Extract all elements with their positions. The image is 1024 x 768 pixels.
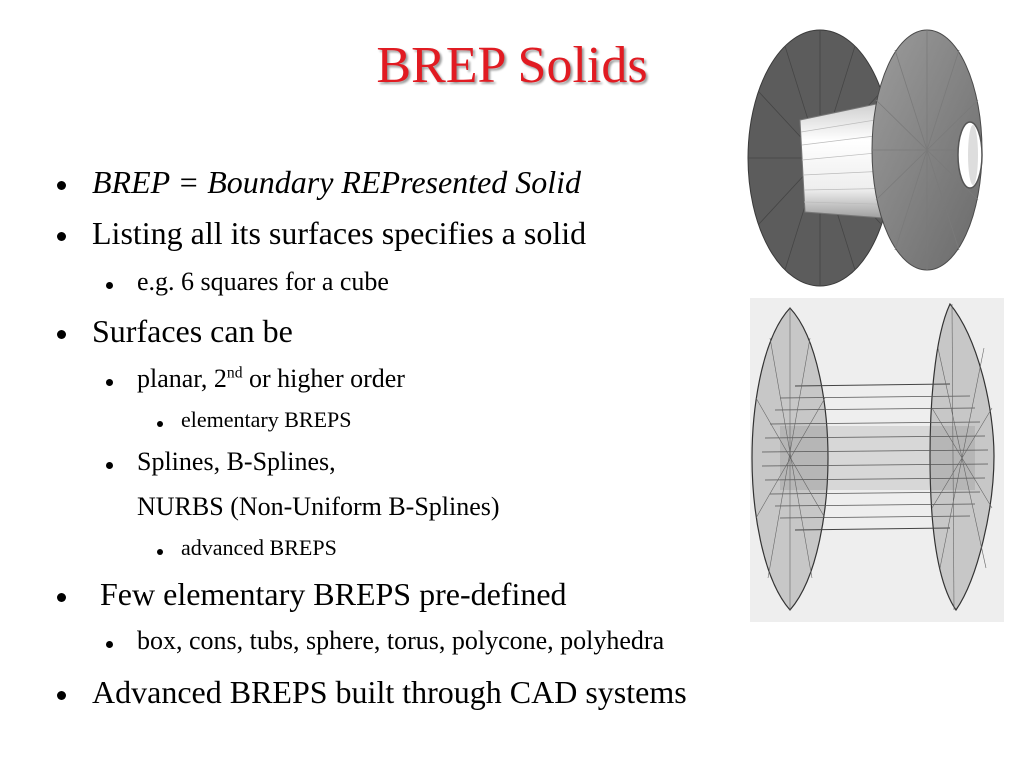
bullet-dot: [106, 282, 113, 289]
slide-title: BREP Solids: [376, 37, 648, 94]
bullet-dot: [106, 379, 113, 386]
bullet-dot: [57, 593, 66, 602]
spool-wireframe-image: [750, 298, 1004, 622]
bullet-surfaces-can-be: Surfaces can be: [92, 313, 293, 349]
spool-shaded-image: [745, 20, 995, 290]
higher-order-text: or higher order: [242, 364, 405, 393]
bullet-dot: [57, 181, 66, 190]
bullet-dot: [106, 462, 113, 469]
bullet-brep-definition: BREP = Boundary REPresented Solid: [92, 164, 582, 200]
bullet-dot: [57, 232, 66, 241]
bullet-primitive-list: box, cons, tubs, sphere, torus, polycone, polyhedra: [137, 626, 665, 655]
ordinal-superscript: nd: [226, 364, 243, 382]
bullet-dot: [157, 549, 163, 555]
bullet-listing-surfaces: Listing all its surfaces specifies a solid: [92, 215, 587, 251]
bullet-dot: [106, 641, 113, 648]
planar-text: planar, 2: [137, 364, 227, 393]
bullet-dot: [57, 330, 66, 339]
bullet-cad-systems: Advanced BREPS built through CAD systems: [92, 674, 687, 710]
bullet-advanced-breps: advanced BREPS: [181, 535, 337, 560]
bullet-dot: [157, 421, 163, 427]
bullet-planar-order: [137, 366, 405, 392]
bullet-cube-example: e.g. 6 squares for a cube: [137, 267, 389, 296]
bullet-elementary-breps: elementary BREPS: [181, 407, 352, 432]
bullet-splines: Splines, B-Splines,: [137, 447, 336, 476]
bullet-nurbs: NURBS (Non-Uniform B-Splines): [137, 492, 500, 521]
bullet-few-elementary: Few elementary BREPS pre-defined: [92, 576, 567, 612]
bullet-dot: [57, 691, 66, 700]
